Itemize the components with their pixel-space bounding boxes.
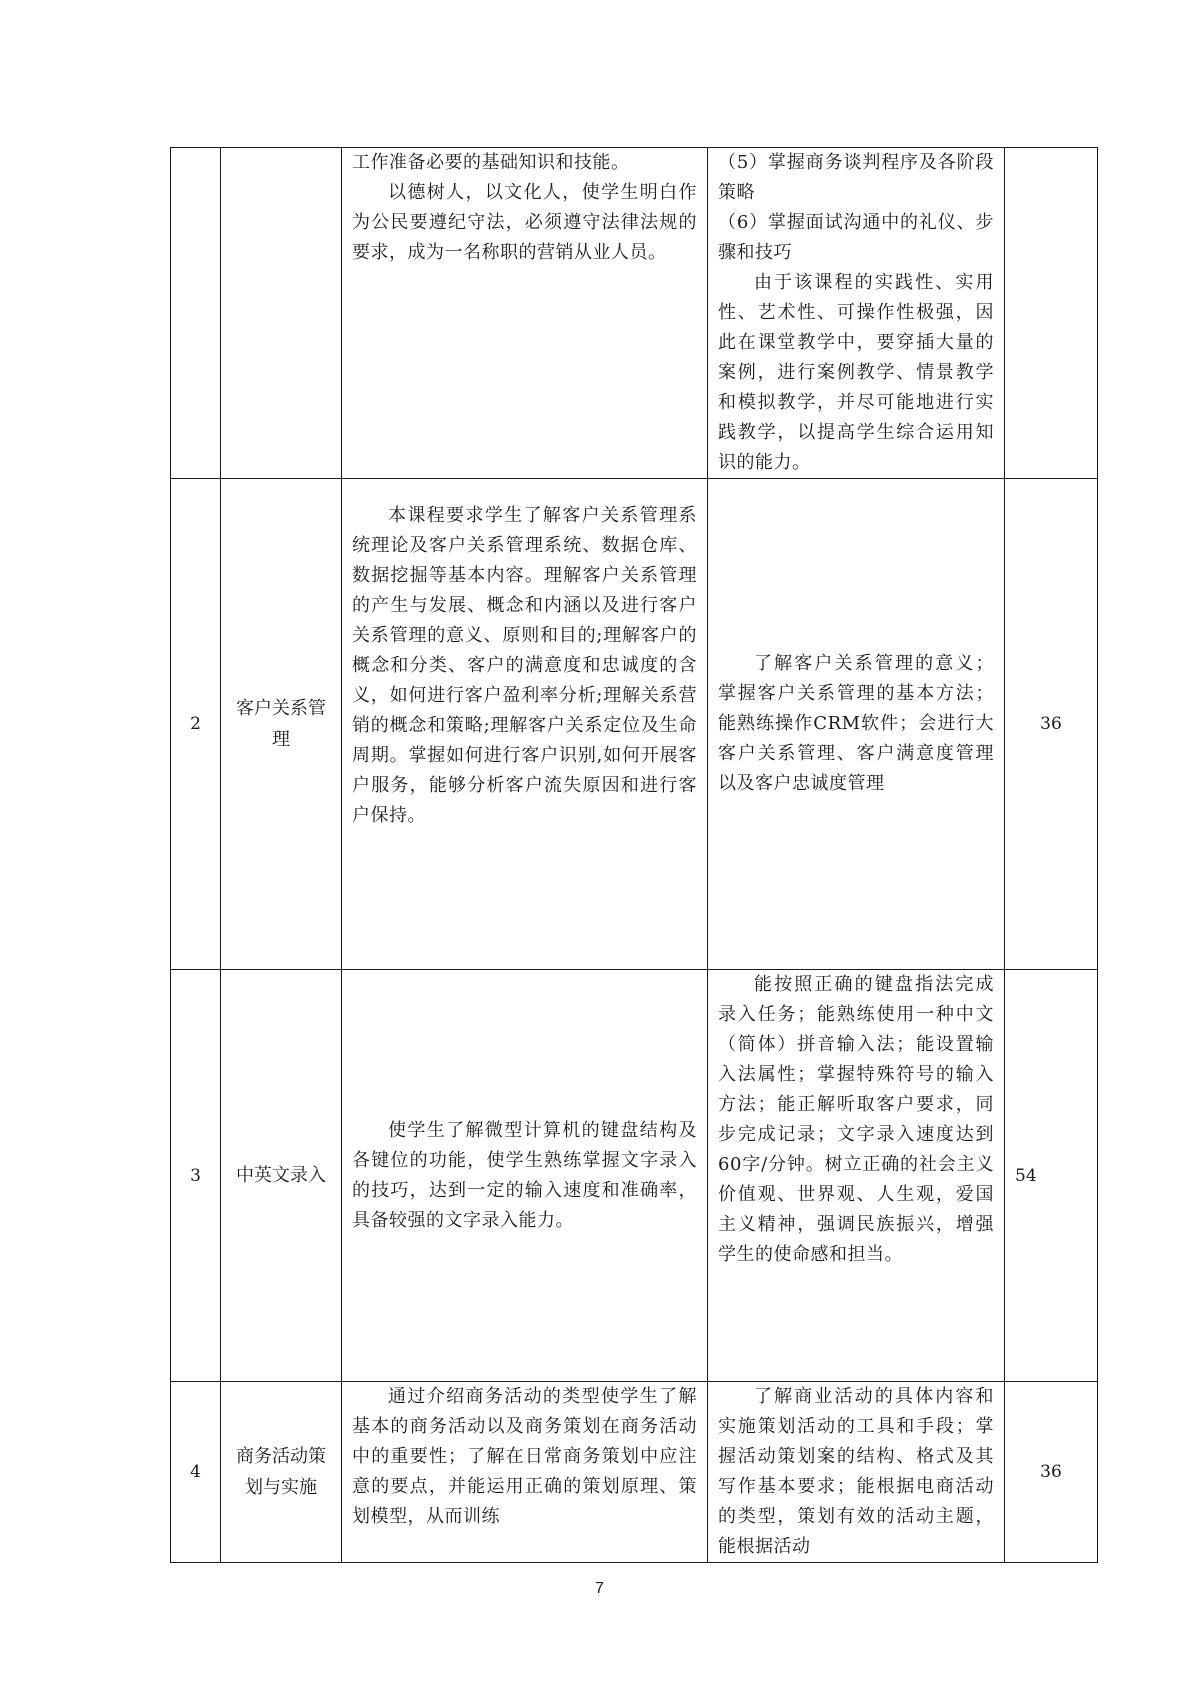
course-name-cell: [221, 148, 342, 479]
course-name-cell: 客户关系管理: [221, 479, 342, 970]
hours-cell: 54: [1005, 970, 1098, 1382]
requirement-cell: [342, 148, 708, 479]
hours-cell: [1005, 148, 1098, 479]
row-number-cell: 4: [171, 1382, 221, 1563]
content-cell: [708, 1382, 1005, 1563]
row-number-cell: 3: [171, 970, 221, 1382]
row-number-cell: 2: [171, 479, 221, 970]
content-text: 了解商业活动的具体内容和实施策划活动的工具和手段；掌握活动策划案的结构、格式及其写作基本要求；能根据电商活动的类型，策划有效的活动主题，能根据活动: [718, 1386, 994, 1557]
table-row: [171, 1382, 1098, 1563]
page-number: 7: [595, 1580, 604, 1597]
requirement-text: 以德树人，以文化人，使学生明白作为公民要遵纪守法，必须遵守法律法规的要求，成为一名称职的营销从业人员。: [352, 182, 697, 263]
content-text: （6）掌握面试沟通中的礼仪、步骤和技巧: [718, 212, 994, 263]
content-text: 由于该课程的实践性、实用性、艺术性、可操作性极强，因此在课堂教学中，要穿插大量的案例，进行案例教学、情景教学和模拟教学，并尽可能地进行实践教学，以提高学生综合运用知识的能力。: [718, 272, 994, 473]
course-name-cell: 中英文录入: [221, 970, 342, 1382]
hours-cell: 36: [1005, 1382, 1098, 1563]
content-text: （5）掌握商务谈判程序及各阶段策略: [718, 152, 994, 203]
requirement-text: 通过介绍商务活动的类型使学生了解基本的商务活动以及商务策划在商务活动中的重要性；了解在日常商务策划中应注意的要点，并能运用正确的策划原理、策划模型，从而训练: [352, 1386, 697, 1527]
table-row: [171, 970, 1098, 1382]
requirement-text: 工作准备必要的基础知识和技能。: [352, 152, 630, 173]
requirement-cell: [342, 1382, 708, 1563]
content-cell: [708, 479, 1005, 970]
requirement-cell: [342, 479, 708, 970]
row-number-cell: [171, 148, 221, 479]
course-name-cell: 商务活动策划与实施: [221, 1382, 342, 1563]
content-text: 能按照正确的键盘指法完成录入任务；能熟练使用一种中文（简体）拼音输入法；能设置输入法属性；掌握特殊符号的输入方法；能正解听取客户要求，同步完成记录；文字录入速度达到60字/分钟。树立正确的社会主义价值观、世界观、人生观，爱国主义精神，强调民族振兴，增强学生的使命感和担当。: [718, 974, 994, 1265]
content-cell: [708, 970, 1005, 1382]
content-cell: [708, 148, 1005, 479]
table-row: [171, 479, 1098, 970]
requirement-text: 使学生了解微型计算机的键盘结构及各键位的功能，使学生熟练掌握文字录入的技巧，达到一定的输入速度和准确率，具备较强的文字录入能力。: [352, 1119, 697, 1231]
table-row: [171, 148, 1098, 479]
content-text: 了解客户关系管理的意义；掌握客户关系管理的基本方法；能熟练操作CRM软件；会进行大客户关系管理、客户满意度管理以及客户忠诚度管理: [718, 653, 994, 794]
hours-cell: 36: [1005, 479, 1098, 970]
requirement-cell: [342, 970, 708, 1382]
curriculum-table: [170, 147, 1098, 1563]
requirement-text: 本课程要求学生了解客户关系管理系统理论及客户关系管理系统、数据仓库、数据挖掘等基本内容。理解客户关系管理的产生与发展、概念和内涵以及进行客户关系管理的意义、原则和目的;理解客户的概念和分类、客户的满意度和忠诚度的含义，如何进行客户盈利率分析;理解关系营销的概念和策略;理解客户关系定位及生命周期。掌握如何进行客户识别,如何开展客户服务，能够分析客户流失原因和进行客户保持。: [352, 505, 697, 826]
